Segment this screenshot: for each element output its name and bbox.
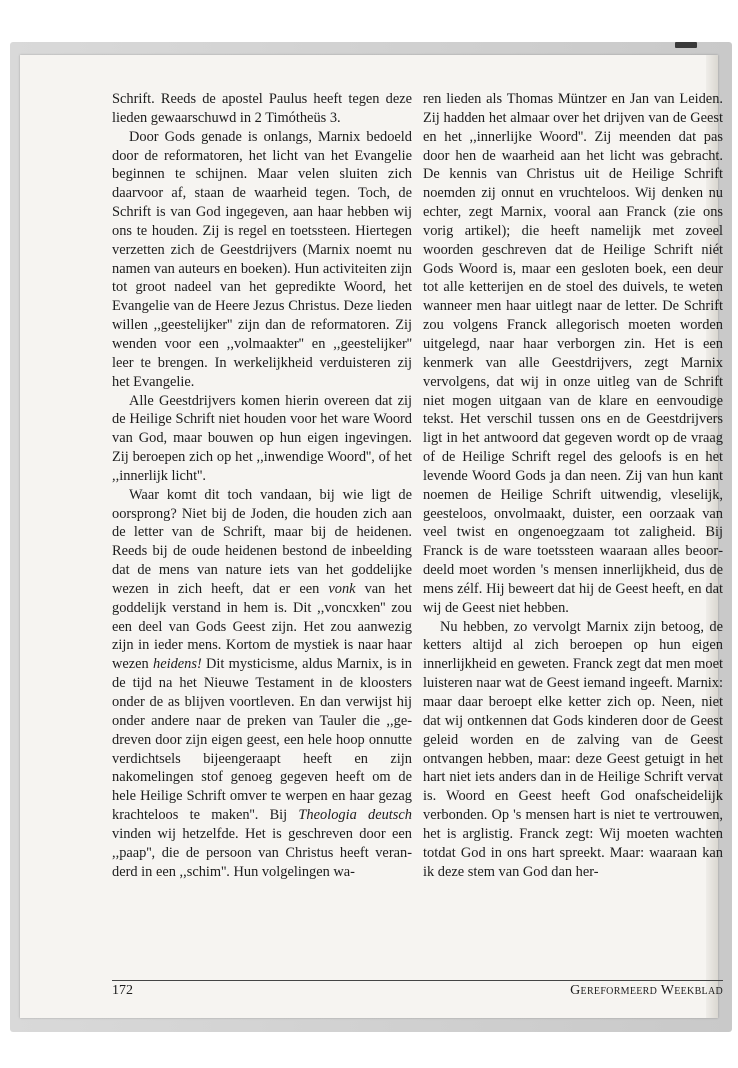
paragraph: ren lieden als Thomas Müntzer en Jan van Leiden. Zij hadden het almaar over het drijven van de Geest en het ,,innerlijke Woord''. Zij meenden dat pas door hen de waarheid aan het licht was gebracht. De kennis van Christus uit de Heilige Schrift noemden zij onnut en vruchteloos. Wij denken nu echter, zegt Marnix, vooral aan Franck (zie ons vorig artikel); die heeft namelijk met zoveel woorden geschreven dat de Heilige Schrift niét Gods Woord is, maar een gesloten boek, een deur tot alle ketterijen en de stoel des duivels, te weten wanneer men haar uitlegt naar de letter. De Schrift zou volgens Franck allegorisch moeten worden uitgelegd, naar haar verborgen zin. Het is een kenmerk van alle Geestdrijvers, zegt Marnix vervolgens, dat wij in onze uitleg van de Schrift niet mogen uitgaan van de klare en eenvoudige tekst. Het verschil tussen ons en de Geestdrijvers ligt in het antwoord dat gegeven wordt op de vraag of de Heilige Schrift regel des geloofs is en het levende Woord Gods ja dan neen. Zij van hun kant noemen de Heilige Schrift uitwendig, vleselijk, geesteloos, onvolmaakt, duister, een oorzaak van veel twist en ongenoegzaam tot zaligheid. Bij Franck is de ware toetssteen waaraan alles beoordeeld moet worden 's mensen innerlijkheid, dus de mens zélf. Hij beweert dat hij de Geest heeft, en dat wij de Geest niet hebben.	[423, 91, 723, 616]
text-column-right	[423, 90, 723, 881]
text-column-left	[112, 90, 412, 881]
scan-edge-mark	[675, 42, 697, 48]
paragraph: Door Gods genade is onlangs, Marnix bedoeld door de reformatoren, het licht van het Evangelie beginnen te schijnen. Maar velen sluiten zich daarvoor af, staan de waarheid tegen. Toch, de Schrift is van God ingegeven, aan haar hebben wij ons te houden. Zij is regel en toetssteen. Hiertegen verzetten zich de Geestdrijvers (Marnix noemt nu namen van auteurs en boeken). Hun activiteiten zijn tot groot nadeel van het gepredikte Woord, het Evangelie van de Heere Jezus Christus. Deze lieden willen ,,geestelijker'' zijn dan de reformatoren. Zij wenden voor een ,,volmaakter'' en ,,geestelijker'' leer te brengen. In werkelijkheid verduisteren zij het Evangelie.	[112, 128, 412, 390]
paragraph: Nu hebben, zo vervolgt Marnix zijn betoog, de ketters altijd al zich beroepen op hun eigen innerlijkheid en geweten. Franck zegt dat men moet luisteren naar wat de Geest iemand ingeeft. Marnix: maar daar beroept elke ketter zich op. Neen, niet dat wij ontkennen dat Gods kinderen door de Geest geleid worden en de zalving van de Geest ontvangen hebben, maar: deze Geest getuigt in het hart niet iets anders dan in de Heilige Schrift vervat is. Woord en Geest heeft God onafscheidelijk verbonden. Op 's mensen hart is niet te vertrouwen, het is arglistig. Franck zegt: Wij moeten wachten totdat God in ons hart spreekt. Maar: waaraan kan ik deze stem van God dan her-	[423, 618, 723, 880]
footer-rule	[112, 980, 723, 981]
paragraph: Waar komt dit toch vandaan, bij wie ligt de oorsprong? Niet bij de Joden, die houden zich aan de letter van de Schrift, maar bij de heidenen. Reeds bij de oude heidenen bestond de inbeelding dat de mens van nature iets van het goddelijke wezen in zich heeft, dat er een vonk van het goddelijk verstand in hem is. Dit ,,voncxken'' zou een deel van Gods Geest zijn. Het zou aanwezig zijn in ieder mens. Kortom de mystiek is naar haar wezen heidens! Dit mysticisme, aldus Marnix, is in de tijd na het Nieuwe Testament in de kloosters onder de as blijven voortleven. En dan verwijst hij onder andere naar de preken van Tauler die ,,gedreven door zijn eigen geest, een hele hoop onnutte verdichtsels bijeengeraapt heeft en zijn nakomelingen stof genoeg gegeven heeft om de hele Heilige Schrift omver te werpen en haar gezag krachteloos te maken''. Bij Theologia deutsch vinden wij hetzelfde. Het is geschreven door een ,,paap'', die de persoon van Christus heeft veranderd in een ,,schim''. Hun volgelingen wa-	[112, 486, 412, 880]
paragraph: Alle Geestdrijvers komen hierin overeen dat zij de Heilige Schrift niet houden voor het ware Woord van God, maar bouwen op hun eigen ingevingen. Zij beroepen zich op het ,,inwendige Woord'', of het ,,innerlijk licht''.	[112, 392, 412, 484]
page-number: 172	[112, 983, 133, 998]
paragraph: Schrift. Reeds de apostel Paulus heeft tegen deze lieden gewaarschuwd in 2 Timótheüs 3.	[112, 91, 412, 126]
running-footer-publication: Gereformeerd Weekblad	[570, 983, 723, 998]
